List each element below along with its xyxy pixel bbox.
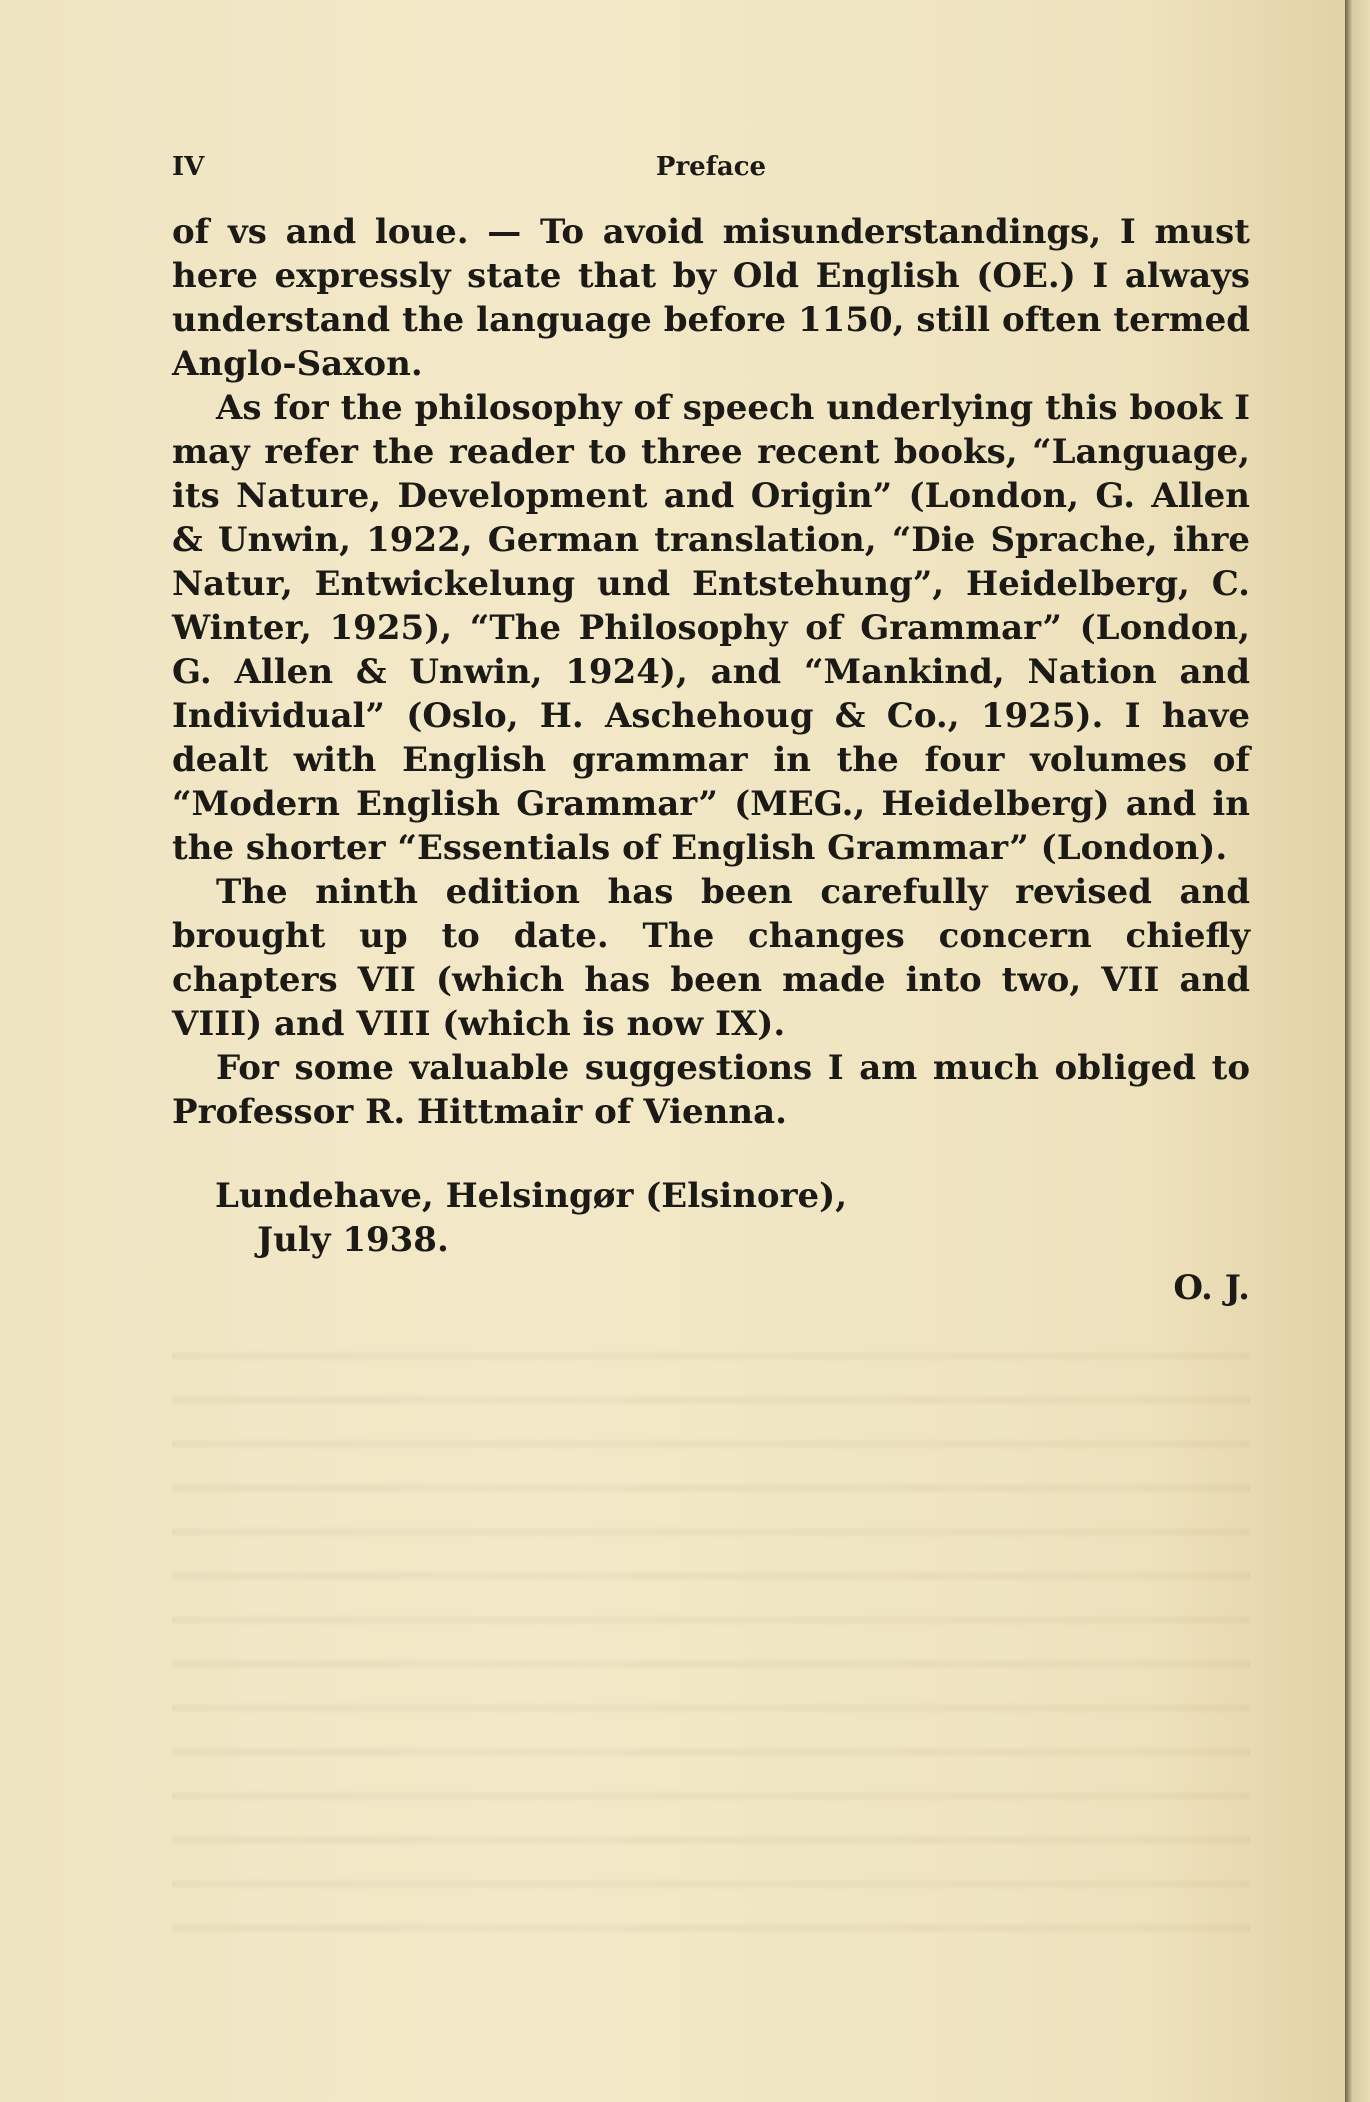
page-header <box>172 152 1250 192</box>
page-edge-shadow <box>1345 0 1370 2102</box>
signoff-date: July 1938. <box>257 1220 449 1260</box>
running-title: Preface <box>655 152 767 182</box>
paragraph-ninth-edition: The ninth edition has been carefully revised and brought up to date. The changes concern chiefly chapters VII (which has been made into two, VII and VIII) and VIII (which is now IX). <box>172 872 1250 1044</box>
preface-body <box>172 210 1250 1134</box>
paragraph-philosophy: As for the philosophy of speech underlying this book I may refer the reader to three recent books, “Language, its Nature, Development and Origin” (London, G. Allen & Unwin, 1922, German translation, “Die Sprache, ihre Natur, Entwickelung und Entstehung”, Heidelberg, C. Winter, 1925), “The Philosophy of Grammar” (London, G. Allen & Unwin, 1924), and “Mankind, Nation and Individual” (Oslo, H. Aschehoug & Co., 1925). I have dealt with English grammar in the four volumes of “Modern English Grammar” (MEG., Heidelberg) and in the shorter “Essentials of English Grammar” (London). <box>172 388 1250 868</box>
signoff-block <box>215 1174 1250 1308</box>
page-number: IV <box>172 152 205 182</box>
signoff-initials: O. J. <box>1173 1268 1250 1308</box>
paragraph-acknowledgement: For some valuable suggestions I am much obliged to Professor R. Hittmair of Vienna. <box>172 1048 1250 1132</box>
paragraph-continued: of vs and loue. — To avoid misunderstandings, I must here expressly state that by Old English (OE.) I always understand the language before 1150, still often termed Anglo-Saxon. <box>172 212 1250 384</box>
signoff-place: Lundehave, Helsingør (Elsinore), <box>215 1176 848 1216</box>
show-through-texture <box>172 1330 1250 1950</box>
